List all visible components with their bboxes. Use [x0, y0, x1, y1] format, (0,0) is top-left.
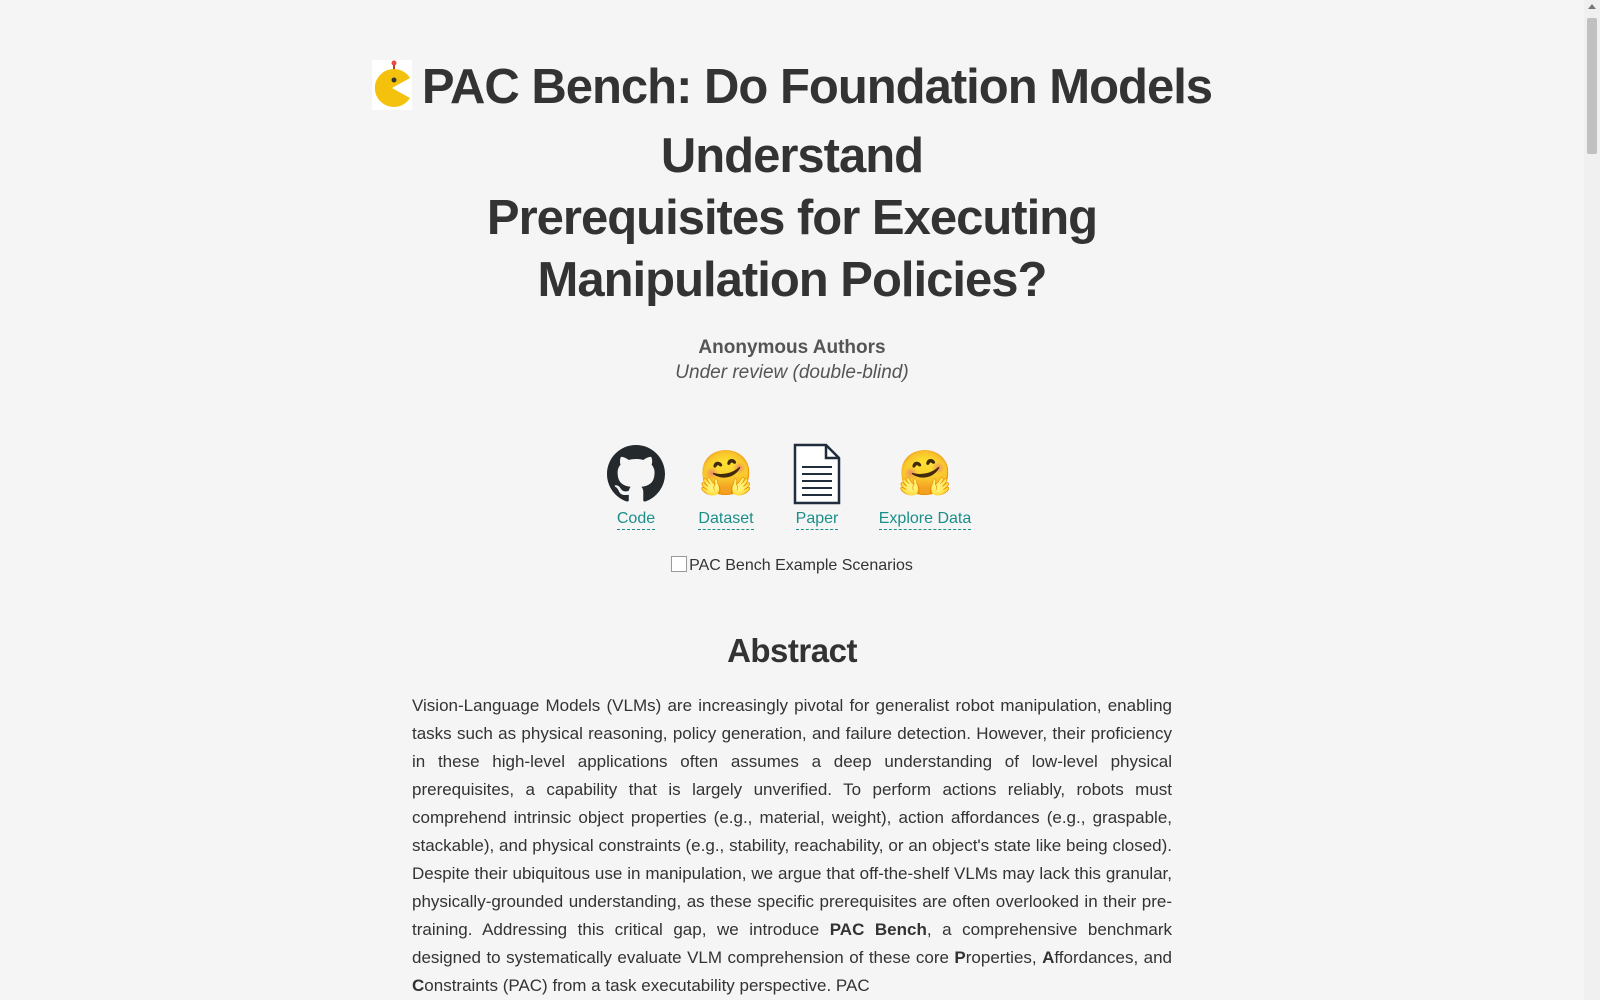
- scrollbar-thumb[interactable]: [1587, 18, 1597, 154]
- explore-data-link[interactable]: [858, 444, 992, 536]
- resource-links: [596, 444, 992, 536]
- bench-name: PAC Bench: [829, 920, 927, 939]
- abstract-text: [412, 692, 1172, 1000]
- abstract-heading: Abstract: [727, 632, 857, 669]
- authors: Anonymous Authors: [698, 337, 886, 358]
- pac-letter-p: P: [954, 948, 966, 967]
- dataset-link-label: Dataset: [698, 510, 753, 530]
- paper-link[interactable]: [776, 444, 858, 536]
- abstract-part-4: ffordances, and: [1054, 948, 1172, 967]
- broken-image-icon: [671, 556, 687, 572]
- title-block: [340, 56, 1244, 311]
- venue: Under review (double-blind): [675, 362, 909, 383]
- scroll-up-arrow-icon[interactable]: [1588, 4, 1596, 9]
- vertical-scrollbar[interactable]: [1584, 0, 1600, 1000]
- pac-letter-c: C: [412, 976, 425, 995]
- paper-link-label: Paper: [796, 510, 839, 530]
- explore-data-link-label: Explore Data: [879, 510, 972, 530]
- pacman-robot-icon: [372, 60, 412, 125]
- dataset-link[interactable]: [676, 444, 776, 536]
- title-line-2: Prerequisites for Executing Manipulation Policies?: [486, 191, 1098, 307]
- code-link-label: Code: [617, 510, 655, 530]
- page-title: [340, 56, 1244, 311]
- example-scenarios-image: [0, 556, 1584, 575]
- abstract-part-2: , a comprehensive benchmark designed to systematically evaluate VLM comprehension of these core: [412, 920, 1173, 967]
- pac-letter-a: A: [1042, 948, 1055, 967]
- hugging-face-icon: 🤗: [698, 449, 754, 498]
- document-icon: [792, 444, 842, 504]
- abstract-part-3: roperties,: [965, 948, 1043, 967]
- abstract-part-5: onstraints (PAC) from a task executability perspective. PAC: [424, 976, 870, 995]
- title-line-1: PAC Bench: Do Foundation Models Understand: [421, 60, 1213, 183]
- hugging-face-icon: 🤗: [897, 449, 953, 498]
- abstract-part-1: Vision-Language Models (VLMs) are increasingly pivotal for generalist robot manipulation, enabling tasks such as physical reasoning, policy generation, and failure detection. However, their proficiency in these high-level applications often assumes a deep understanding of low-level physical prerequisites, a capability that is largely unverified. To perform actions reliably, robots must comprehend intrinsic object properties (e.g., material, weight), action affordances (e.g., graspable, stackable), and physical constraints (e.g., stability, reachability, or an object's state like being closed). Despite their ubiquitous use in manipulation, we argue that off-the-shelf VLMs may lack this granular, physically-grounded understanding, as these specific prerequisites are often overlooked in their pre-training. Addressing this critical gap, we introduce: [412, 696, 1172, 939]
- github-icon: [607, 444, 665, 504]
- code-link[interactable]: [596, 444, 676, 536]
- image-alt-text: PAC Bench Example Scenarios: [689, 557, 913, 574]
